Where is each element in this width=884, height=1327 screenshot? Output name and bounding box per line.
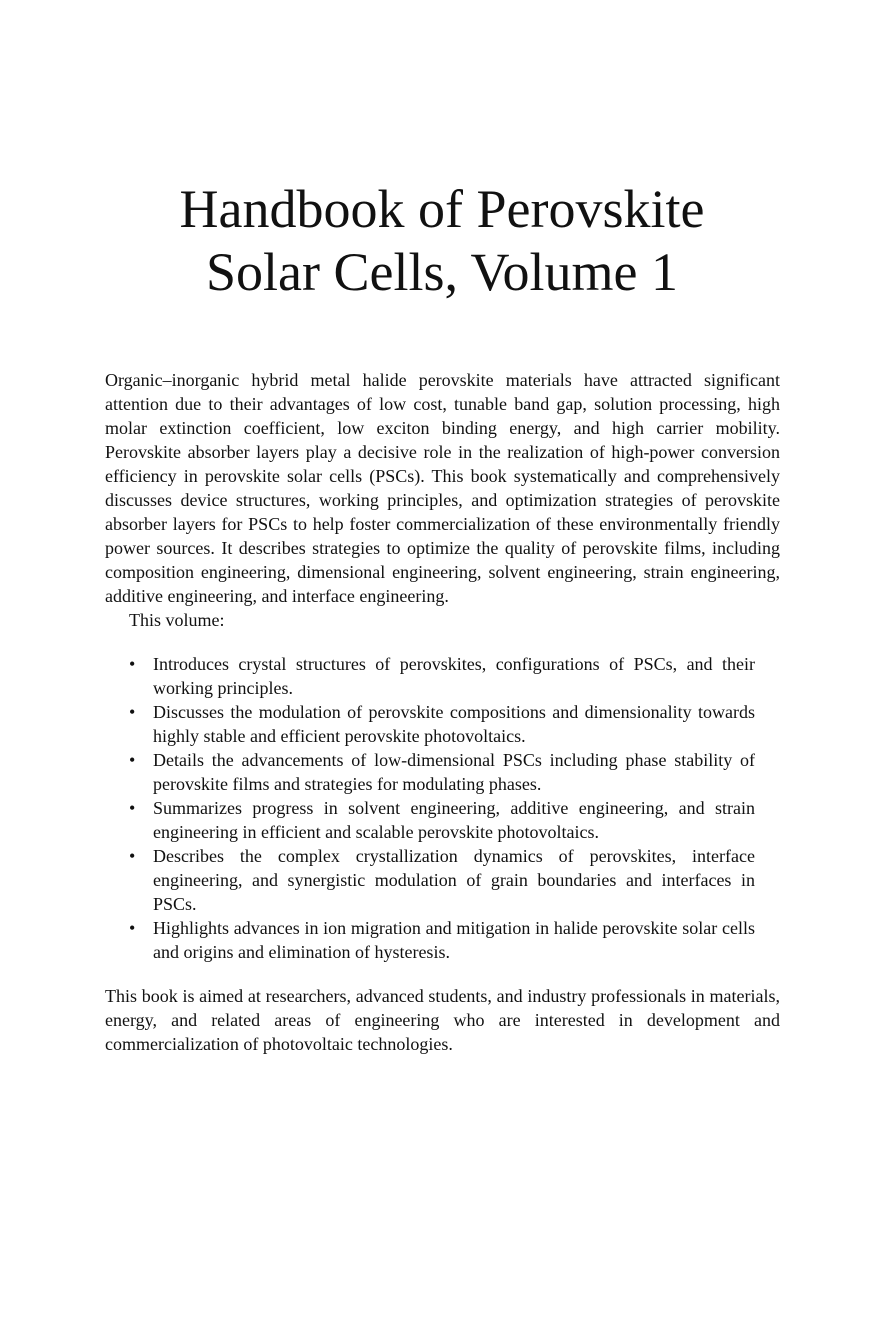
intro-paragraph: Organic–inorganic hybrid metal halide perovskite materials have attracted significant attention due to their advantages of low cost, tunable band gap, solution processing, high molar extinction coefficient, low exciton binding energy, and high carrier mobility. Perovskite absorber layers play a decisive role in the realization of high-power conversion efficiency in perovskite solar cells (PSCs). This book systematically and comprehensively discusses device structures, working principles, and optimization strategies of perovskite absorber layers for PSCs to help foster commercialization of these environmentally friendly power sources. It describes strategies to optimize the quality of perovskite films, including composition engineering, dimensional engineering, solvent engineering, strain engineering, additive engineering, and interface engineering. <box>105 370 780 606</box>
list-item <box>129 844 755 916</box>
list-item-text: Highlights advances in ion migration and mitigation in halide perovskite solar cells and origins and elimination of hysteresis. <box>153 918 755 962</box>
title-line-1: Handbook of Perovskite <box>179 179 705 239</box>
bullet-icon: • <box>129 702 136 722</box>
bullet-icon: • <box>129 750 136 770</box>
volume-lead: This volume: <box>129 610 225 630</box>
bullet-icon: • <box>129 798 136 818</box>
feature-list <box>105 652 780 964</box>
list-item <box>129 652 755 700</box>
title-line-2: Solar Cells, Volume 1 <box>205 242 679 302</box>
list-item-text: Describes the complex crystallization dynamics of perovskites, interface engineering, and synergistic modulation of grain boundaries and interfaces in PSCs. <box>153 846 755 914</box>
list-item <box>129 700 755 748</box>
list-item-text: Details the advancements of low-dimensional PSCs including phase stability of perovskite films and strategies for modulating phases. <box>153 750 755 794</box>
bullet-icon: • <box>129 846 136 866</box>
list-item <box>129 796 755 844</box>
book-title <box>0 178 884 304</box>
closing-paragraph: This book is aimed at researchers, advanced students, and industry professionals in materials, energy, and related areas of engineering who are interested in development and commercialization of photovoltaic technologies. <box>105 986 780 1054</box>
bullet-icon: • <box>129 918 136 938</box>
list-item <box>129 748 755 796</box>
description-body <box>105 368 780 1056</box>
list-item-text: Discusses the modulation of perovskite compositions and dimensionality towards highly stable and efficient perovskite photovoltaics. <box>153 702 755 746</box>
list-item-text: Summarizes progress in solvent engineering, additive engineering, and strain engineering in efficient and scalable perovskite photovoltaics. <box>153 798 755 842</box>
list-item <box>129 916 755 964</box>
list-item-text: Introduces crystal structures of perovskites, configurations of PSCs, and their working principles. <box>153 654 755 698</box>
bullet-icon: • <box>129 654 136 674</box>
